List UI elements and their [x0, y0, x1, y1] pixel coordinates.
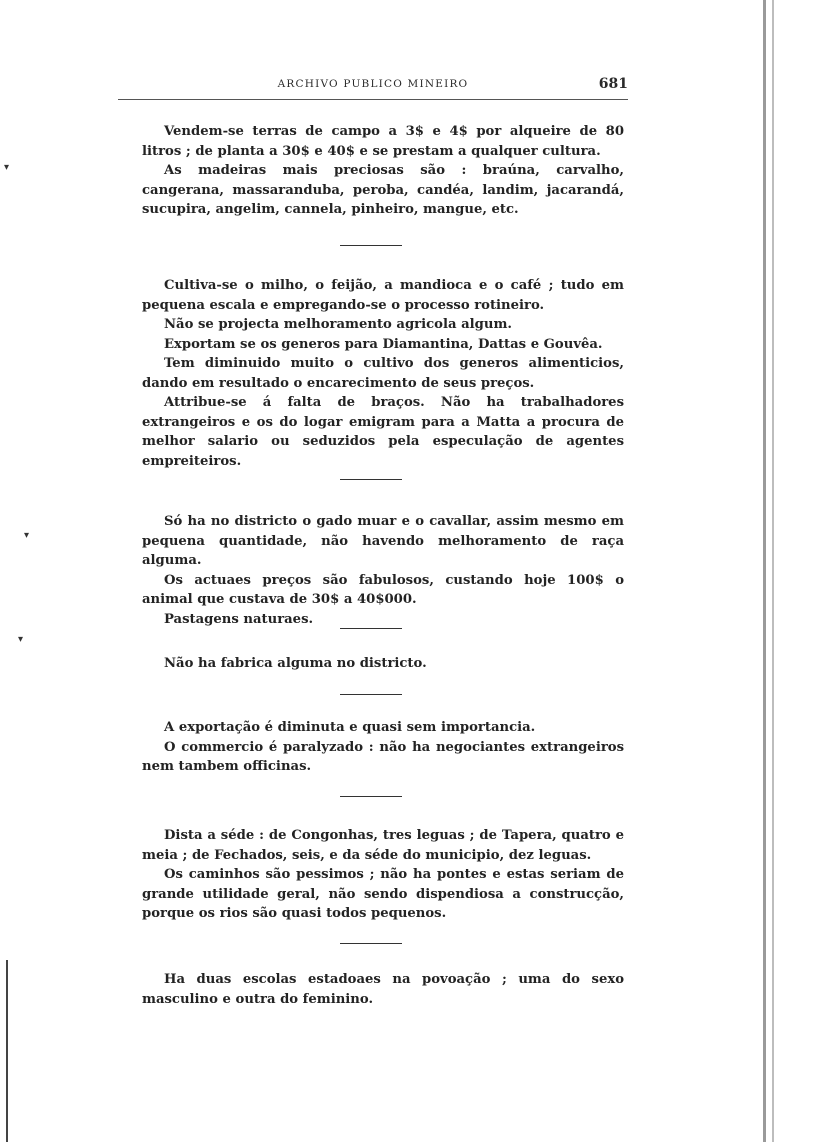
section-land-timber — [142, 122, 624, 220]
paragraph: Attribue-se á falta de braços. Não ha trabalhadores extrangeiros e os do logar emigram para a Matta a procura de melhor salario ou seduzidos pela especulação de agentes empreiteiros. — [142, 395, 624, 469]
paragraph: Tem diminuido muito o cultivo dos generos alimenticios, dando em resultado o encarecimento de seus preços. — [142, 356, 624, 391]
running-title: ARCHIVO PUBLICO MINEIRO — [277, 78, 469, 90]
scan-edge-line — [763, 0, 766, 1142]
paragraph: Não se projecta melhoramento agricola algum. — [164, 317, 513, 332]
paragraph: O commercio é paralyzado : não ha negociantes extrangeiros nem tambem officinas. — [142, 739, 624, 774]
paragraph: Os caminhos são pessimos ; não ha pontes e estas seriam de grande utilidade geral, não sendo dispendiosa a construcção, porque os rios são quasi todos pequenos. — [142, 867, 624, 921]
paragraph: Não ha fabrica alguma no districto. — [164, 656, 427, 671]
section-divider — [340, 479, 402, 480]
margin-mark-icon: ▾ — [24, 530, 30, 541]
paragraph: Exportam se os generos para Diamantina, Dattas e Gouvêa. — [164, 336, 603, 352]
margin-mark-icon: ▾ — [18, 634, 24, 645]
section-divider — [340, 943, 402, 944]
section-commerce — [142, 718, 624, 777]
section-divider — [340, 796, 402, 797]
section-industry — [142, 654, 624, 674]
margin-mark-icon: ▾ — [4, 162, 10, 173]
paragraph: A exportação é diminuta e quasi sem importancia. — [164, 720, 536, 735]
scan-edge-line — [772, 0, 774, 1142]
paragraph: Só ha no districto o gado muar e o cavallar, assim mesmo em pequena quantidade, não havendo melhoramento de raça alguma. — [142, 514, 624, 568]
section-schools — [142, 970, 624, 1009]
paragraph: Os actuaes preços são fabulosos, custando hoje 100$ o animal que custava de 30$ a 40$000. — [142, 572, 624, 607]
section-livestock — [142, 512, 624, 629]
page-number: 681 — [598, 76, 628, 92]
paragraph: Cultiva-se o milho, o feijão, a mandioca e o café ; tudo em pequena escala e empregando-se o processo rotineiro. — [142, 278, 624, 313]
scan-edge-line — [6, 960, 8, 1142]
header-rule — [118, 99, 628, 100]
section-agriculture — [142, 276, 624, 471]
paragraph: Pastagens naturaes. — [164, 611, 314, 627]
page-header — [118, 78, 628, 102]
section-distances — [142, 826, 624, 924]
section-divider — [340, 694, 402, 695]
paragraph: As madeiras mais preciosas são : braúna, carvalho, cangerana, massaranduba, peroba, candéa, landim, jacarandá, sucupira, angelim, cannela, pinheiro, mangue, etc. — [142, 163, 624, 217]
section-divider — [340, 245, 402, 246]
paragraph: Ha duas escolas estadoaes na povoação ; uma do sexo masculino e outra do feminino. — [142, 972, 624, 1007]
section-divider — [340, 628, 402, 629]
paragraph: Dista a séde : de Congonhas, tres leguas ; de Tapera, quatro e meia ; de Fechados, seis, e da séde do municipio, dez leguas. — [142, 828, 624, 863]
paragraph: Vendem-se terras de campo a 3$ e 4$ por alqueire de 80 litros ; de planta a 30$ e 40$ e se prestam a qualquer cultura. — [142, 124, 624, 159]
